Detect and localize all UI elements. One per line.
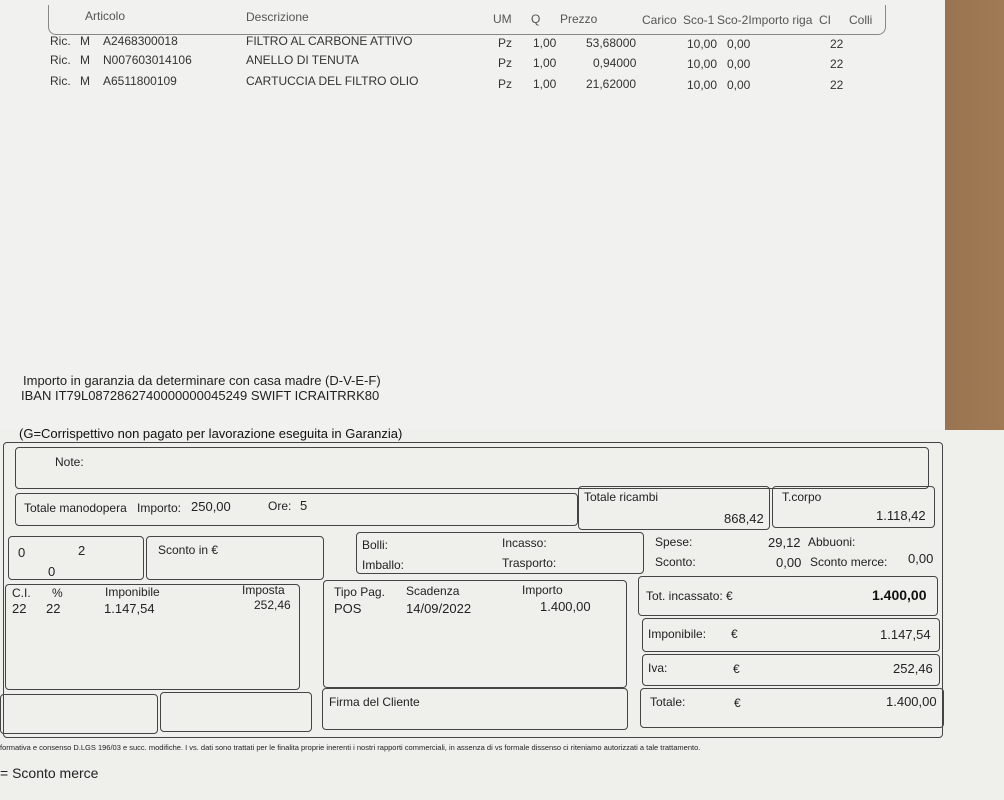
row-q: 1,00 bbox=[533, 56, 557, 70]
row-tipo: Ric. bbox=[50, 74, 71, 88]
scadenza-value: 14/09/2022 bbox=[406, 601, 472, 616]
header-sco1: Sco-1 bbox=[683, 13, 715, 27]
row-um: Pz bbox=[498, 36, 513, 50]
sconto-merce-value: 0,00 bbox=[908, 551, 934, 566]
sconto-label: Sconto in € bbox=[158, 543, 219, 557]
tcorpo-label: T.corpo bbox=[782, 490, 822, 504]
tot-incassato-label: Tot. incassato: € bbox=[646, 589, 733, 603]
sconto-merce-label: Sconto merce: bbox=[810, 555, 888, 569]
row-descrizione: ANELLO DI TENUTA bbox=[246, 53, 359, 67]
row-sco2: 0,00 bbox=[727, 57, 751, 71]
row-ci: 22 bbox=[830, 57, 844, 71]
misc-box bbox=[8, 536, 144, 580]
incasso-label: Incasso: bbox=[502, 536, 547, 550]
iva-imposta-value: 252,46 bbox=[254, 598, 291, 612]
garanzia-text: Importo in garanzia da determinare con casa madre (D-V-E-F) bbox=[23, 373, 381, 388]
tipo-pag-label: Tipo Pag. bbox=[334, 585, 385, 599]
euro-symbol: € bbox=[733, 662, 740, 676]
euro-symbol: € bbox=[734, 696, 741, 710]
spese-label: Spese: bbox=[655, 535, 693, 549]
iban-text: IBAN IT79L0872862740000000045249 SWIFT ICRAITRRK80 bbox=[21, 388, 380, 403]
row-q: 1,00 bbox=[533, 36, 557, 50]
iva-value: 252,46 bbox=[893, 661, 933, 676]
row-sco1: 10,00 bbox=[687, 57, 718, 71]
row-prezzo: 0,94000 bbox=[593, 56, 637, 70]
misc-zero2: 0 bbox=[48, 564, 56, 579]
sconto-spese-label: Sconto: bbox=[655, 555, 696, 569]
firma-label: Firma del Cliente bbox=[329, 695, 420, 709]
row-prezzo: 53,68000 bbox=[586, 36, 637, 50]
row-um: Pz bbox=[498, 77, 513, 91]
iva-imposta-header: Imposta bbox=[242, 583, 285, 597]
row-sco2: 0,00 bbox=[727, 37, 751, 51]
header-prezzo: Prezzo bbox=[560, 12, 598, 26]
bottom-box-2 bbox=[160, 692, 312, 732]
scadenza-label: Scadenza bbox=[406, 584, 460, 598]
tcorpo-value: 1.118,42 bbox=[876, 508, 926, 523]
manodopera-label: Totale manodopera bbox=[24, 501, 127, 515]
importo-pag-label: Importo bbox=[522, 583, 563, 597]
row-sco2: 0,00 bbox=[727, 78, 751, 92]
row-m: M bbox=[80, 53, 90, 67]
row-um: Pz bbox=[498, 56, 513, 70]
header-descrizione: Descrizione bbox=[246, 10, 309, 24]
header-q: Q bbox=[531, 12, 541, 26]
ricambi-label: Totale ricambi bbox=[584, 490, 659, 504]
totale-value: 1.400,00 bbox=[886, 694, 937, 709]
importo-pag-value: 1.400,00 bbox=[540, 599, 591, 614]
trasporto-label: Trasporto: bbox=[502, 556, 557, 570]
iva-ci-value: 22 bbox=[12, 601, 27, 616]
row-descrizione: FILTRO AL CARBONE ATTIVO bbox=[246, 34, 413, 48]
row-tipo: Ric. bbox=[50, 53, 71, 67]
header-sco2-importo: Sco-2Importo riga bbox=[717, 13, 813, 27]
row-ci: 22 bbox=[830, 78, 844, 92]
sconto-spese-value: 0,00 bbox=[776, 555, 802, 570]
row-tipo: Ric. bbox=[50, 34, 71, 48]
manodopera-ore-label: Ore: bbox=[268, 499, 292, 513]
header-carico: Carico bbox=[642, 13, 677, 27]
bottom-box-1 bbox=[0, 694, 158, 734]
row-descrizione: CARTUCCIA DEL FILTRO OLIO bbox=[246, 74, 419, 88]
totale-label: Totale: bbox=[650, 695, 686, 709]
abbuoni-label: Abbuoni: bbox=[808, 535, 856, 549]
imballo-label: Imballo: bbox=[362, 558, 405, 572]
bolli-label: Bolli: bbox=[362, 538, 389, 552]
imponibile-label: Imponibile: bbox=[648, 627, 707, 641]
misc-zero: 0 bbox=[18, 545, 26, 560]
privacy-notice: formativa e consenso D.LGS 196/03 e succ. modifiche. I vs. dati sono trattati per le finalita proprie inerenti i nostri rapporti commerciali, in assenza di vs formale dissenso ci riteniamo autorizzati a tale trattamento. bbox=[0, 743, 701, 752]
header-colli: Colli bbox=[849, 13, 873, 27]
row-prezzo: 21,62000 bbox=[586, 77, 637, 91]
iva-pct-header: % bbox=[52, 586, 63, 600]
euro-symbol: € bbox=[731, 627, 738, 641]
legend-sconto-merce: = Sconto merce bbox=[0, 765, 99, 781]
iva-pct-value: 22 bbox=[46, 601, 61, 616]
corrispettivo-text: (G=Corrispettivo non pagato per lavorazione eseguita in Garanzia) bbox=[19, 426, 403, 441]
row-q: 1,00 bbox=[533, 77, 557, 91]
iva-ci-header: C.I. bbox=[12, 586, 31, 600]
tipo-pag-value: POS bbox=[334, 601, 362, 616]
row-m: M bbox=[80, 74, 90, 88]
header-um: UM bbox=[493, 12, 512, 26]
note-box bbox=[15, 447, 929, 489]
row-sco1: 10,00 bbox=[687, 37, 718, 51]
iva-label: Iva: bbox=[648, 661, 668, 675]
manodopera-ore: 5 bbox=[300, 498, 308, 513]
misc-two: 2 bbox=[78, 543, 86, 558]
manodopera-importo: 250,00 bbox=[191, 499, 231, 514]
row-m: M bbox=[80, 34, 90, 48]
imponibile-value: 1.147,54 bbox=[880, 627, 931, 642]
row-articolo: A6511800109 bbox=[103, 74, 177, 88]
header-articolo: Articolo bbox=[85, 9, 126, 23]
row-articolo: A2468300018 bbox=[103, 34, 178, 48]
iva-imponibile-value: 1.147,54 bbox=[104, 601, 155, 616]
row-articolo: N007603014106 bbox=[103, 53, 192, 67]
ricambi-value: 868,42 bbox=[724, 511, 764, 526]
row-sco1: 10,00 bbox=[687, 78, 718, 92]
row-ci: 22 bbox=[830, 37, 844, 51]
manodopera-importo-label: Importo: bbox=[137, 501, 182, 515]
tot-incassato-value: 1.400,00 bbox=[872, 587, 927, 603]
note-label: Note: bbox=[55, 455, 84, 469]
iva-imponibile-header: Imponibile bbox=[105, 585, 160, 599]
header-ci: CI bbox=[819, 13, 831, 27]
spese-value: 29,12 bbox=[768, 535, 801, 550]
